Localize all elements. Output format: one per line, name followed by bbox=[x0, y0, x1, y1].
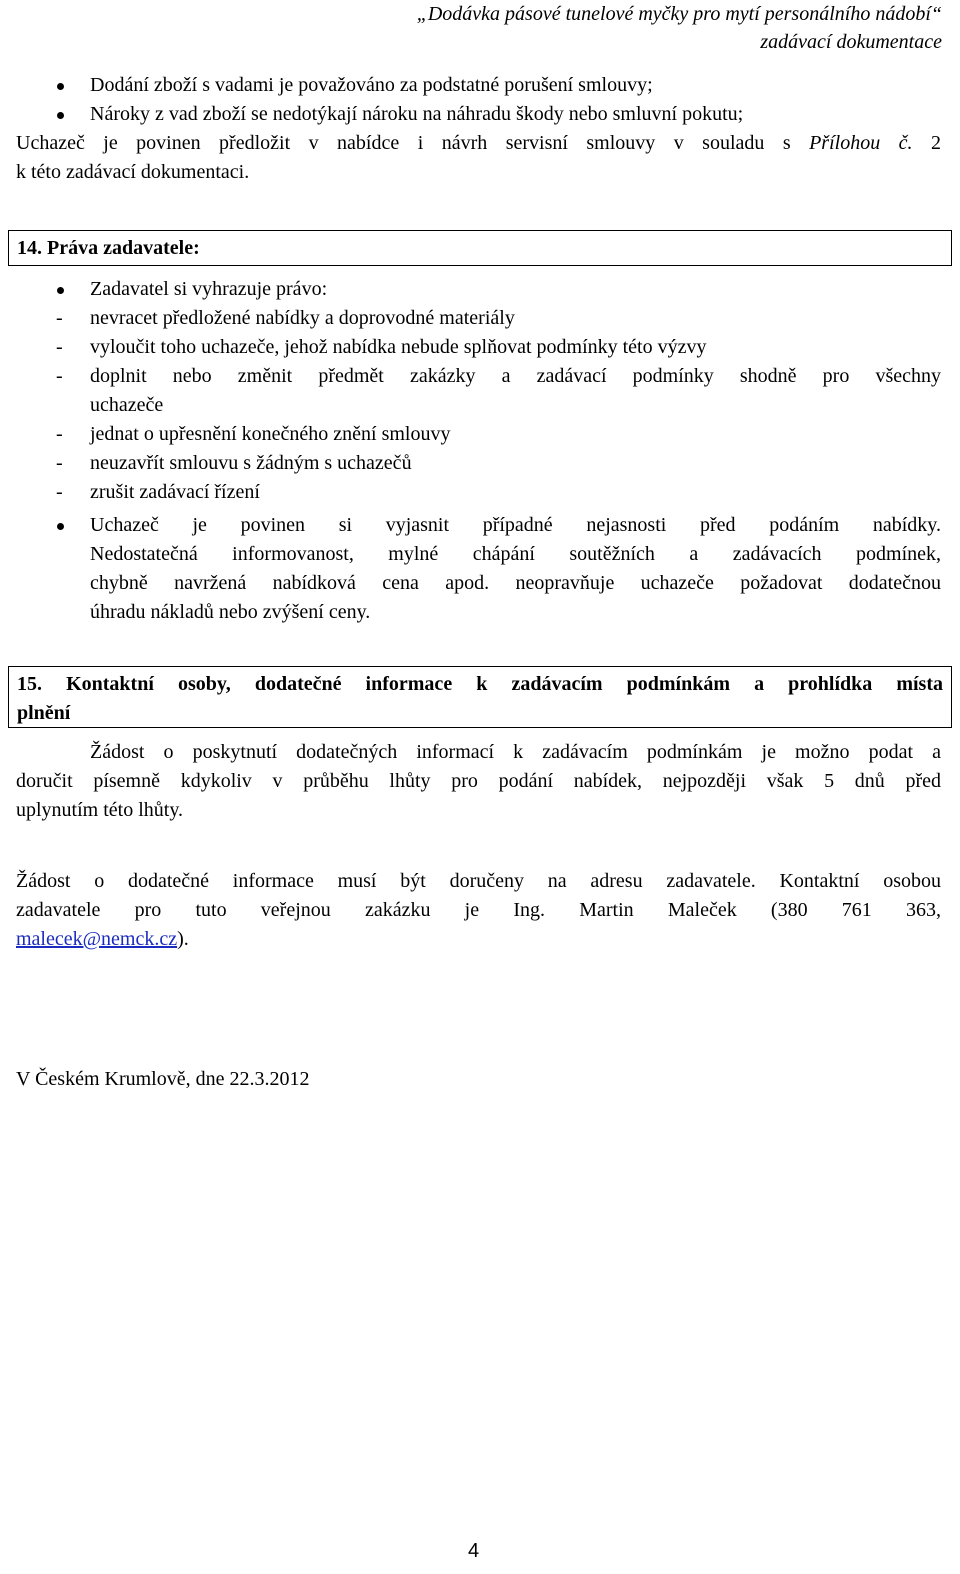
dash-item: - nevracet předložené nabídky a doprovodné materiály bbox=[56, 307, 515, 329]
dash-item: - doplnit nebo změnit předmět zakázky a zadávací podmínky shodně pro všechny bbox=[56, 365, 941, 387]
bullet-icon bbox=[57, 523, 64, 530]
list-item: Dodání zboží s vadami je považováno za podstatné porušení smlouvy; bbox=[16, 71, 941, 100]
section-15-para1: Žádost o poskytnutí dodatečných informací k zadávacím podmínkám je možno podat a doručit písemně kdykoliv v průběhu lhůty pro podání nabídek, nejpozději však 5 dnů před uplynutím této lhůty. bbox=[16, 741, 941, 821]
section-15-heading: 15. Kontaktní osoby, dodatečné informace k zadávacím podmínkám a prohlídka místa plnění bbox=[8, 666, 952, 728]
dash-item: - jednat o upřesnění konečného znění smlouvy bbox=[56, 423, 451, 445]
signoff: V Českém Krumlově, dne 22.3.2012 bbox=[16, 1068, 310, 1090]
dash-item: - vyloučit toho uchazeče, jehož nabídka nebude splňovat podmínky této výzvy bbox=[56, 336, 707, 358]
dash-item: - zrušit zadávací řízení bbox=[56, 481, 260, 503]
dash-item-continuation: uchazeče bbox=[90, 394, 164, 416]
header-subtitle: zadávací dokumentace bbox=[760, 31, 942, 53]
section-14-bullet2: Uchazeč je povinen si vyjasnit případné nejasnosti před podáním nabídky. Nedostatečná informovanost, mylné chápání soutěžních a zadávacích podmínek, chybně navržená nabídková cena apod. neopravňuje uchazeče požadovat dodatečnou úhradu nákladů nebo zvýšení ceny. bbox=[16, 511, 941, 627]
bullet-icon bbox=[57, 83, 64, 90]
bullet-icon bbox=[57, 112, 64, 119]
email-link[interactable]: malecek@nemck.cz bbox=[16, 928, 178, 950]
list-item: Nároky z vad zboží se nedotýkají nároku na náhradu škody nebo smluvní pokutu; bbox=[16, 100, 941, 129]
header-title: „Dodávka pásové tunelové myčky pro mytí personálního nádobí“ bbox=[416, 3, 942, 25]
page-number: 4 bbox=[468, 1540, 480, 1562]
document-header bbox=[417, 0, 942, 56]
intro-paragraph-line2: k této zadávací dokumentaci. bbox=[16, 161, 250, 183]
intro-paragraph: Uchazeč je povinen předložit v nabídce i návrh servisní smlouvy v souladu s Přílohou č. 2 bbox=[16, 132, 941, 154]
dash-item: - neuzavřít smlouvu s žádným s uchazečů bbox=[56, 452, 412, 474]
section-14-heading: 14. Práva zadavatele: bbox=[8, 230, 952, 266]
section-15-para2: Žádost o dodatečné informace musí být doručeny na adresu zadavatele. Kontaktní osobou zadavatele pro tuto veřejnou zakázku je Ing. Martin Maleček (380 761 363, malecek@nemck.cz). bbox=[16, 870, 941, 950]
list-item: Uchazeč je povinen si vyjasnit případné nejasnosti před podáním nabídky. bbox=[16, 511, 941, 540]
intro-section bbox=[16, 71, 941, 187]
bullet-icon bbox=[57, 287, 64, 294]
section-14-content bbox=[16, 275, 941, 507]
list-item: Zadavatel si vyhrazuje právo: bbox=[16, 275, 941, 304]
